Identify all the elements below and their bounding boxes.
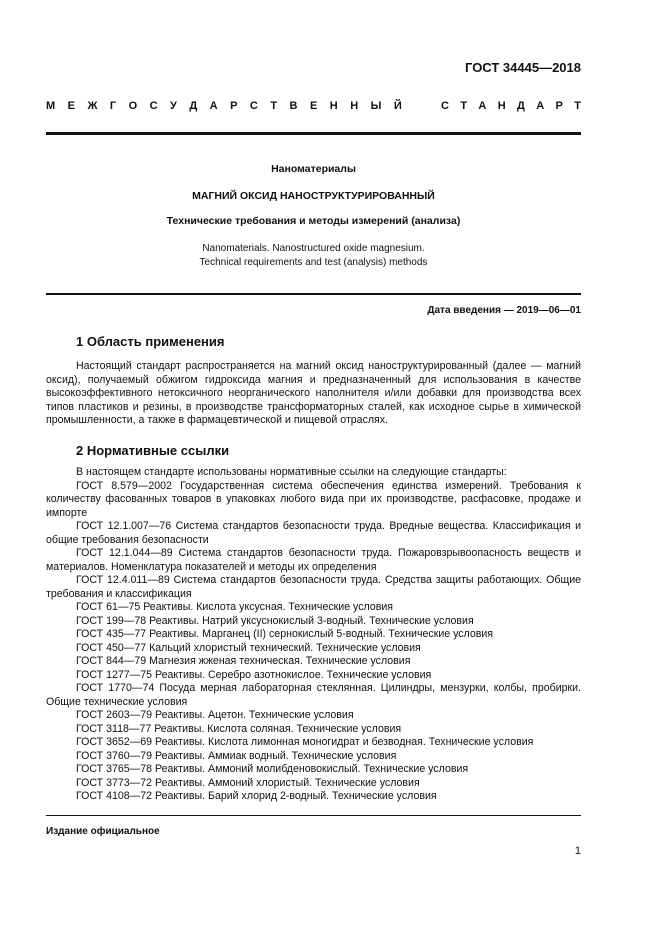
effective-date: Дата введения — 2019—06—01 bbox=[427, 305, 581, 316]
reference-item: ГОСТ 1277—75 Реактивы. Серебро азотнокислое. Технические условия bbox=[76, 668, 432, 681]
section-1-heading: 1 Область применения bbox=[76, 334, 225, 349]
topic-title: Наноматериалы bbox=[271, 163, 356, 175]
reference-item: ГОСТ 450—77 Кальций хлористый технический. Технические условия bbox=[76, 641, 421, 654]
main-title: МАГНИЙ ОКСИД НАНОСТРУКТУРИРОВАННЫЙ bbox=[192, 190, 435, 202]
reference-item: ГОСТ 61—75 Реактивы. Кислота уксусная. Технические условия bbox=[76, 601, 393, 613]
english-title-line-2: Technical requirements and test (analysis) methods bbox=[199, 257, 428, 268]
status-word-2: С Т А Н Д А Р Т bbox=[441, 100, 581, 112]
section-2-intro: В настоящем стандарте использованы нормативные ссылки на следующие стандарты: bbox=[76, 466, 507, 478]
reference-item: ГОСТ 4108—72 Реактивы. Барий хлорид 2-водный. Технические условия bbox=[76, 790, 437, 802]
reference-item: ГОСТ 3773—72 Реактивы. Аммоний хлористый. Технические условия bbox=[76, 776, 420, 789]
reference-item: ГОСТ 3760—79 Реактивы. Аммиак водный. Технические условия bbox=[76, 749, 397, 762]
reference-item: ГОСТ 12.1.044—89 Система стандартов безопасности труда. Пожаровзрывоопасность веществ и материалов. Номенклатура показателей и методы их определения bbox=[46, 547, 581, 573]
reference-item: ГОСТ 12.1.007—76 Система стандартов безопасности труда. Вредные вещества. Классификация и общие требования безопасности bbox=[46, 520, 581, 546]
section-2-body bbox=[46, 466, 581, 804]
section-1-paragraph: Настоящий стандарт распространяется на магний оксид наноструктурированный (далее — магний оксид), получаемый обжигом гидроксида магния и предназначенный для использования в качестве высокоэффективного нетоксичного неорганического наполнителя и/или добавки для производства всех типов пластиков и резины, в производстве трансформаторных сталей, как исходное сырье в химической промышленности, а также в фармацевтической и пищевой отраслях. bbox=[46, 360, 581, 426]
reference-item: ГОСТ 3765—78 Реактивы. Аммоний молибденовокислый. Технические условия bbox=[76, 763, 469, 775]
reference-item: ГОСТ 3118—77 Реактивы. Кислота соляная. Технические условия bbox=[76, 722, 402, 735]
subtitle: Технические требования и методы измерений (анализа) bbox=[166, 215, 461, 227]
reference-item: ГОСТ 2603—79 Реактивы. Ацетон. Технические условия bbox=[76, 709, 354, 721]
reference-item: ГОСТ 435—77 Реактивы. Марганец (II) сернокислый 5-водный. Технические условия bbox=[76, 628, 494, 640]
edition-note: Издание официальное bbox=[46, 826, 160, 837]
document-code: ГОСТ 34445—2018 bbox=[465, 60, 581, 75]
reference-item: ГОСТ 12.4.011—89 Система стандартов безопасности труда. Средства защиты работающих. Общие требования и классификация bbox=[46, 574, 581, 600]
header-rule bbox=[46, 132, 581, 135]
reference-item: ГОСТ 199—78 Реактивы. Натрий уксуснокислый 3-водный. Технические условия bbox=[76, 614, 474, 627]
title-rule bbox=[46, 293, 581, 295]
english-title-line-1: Nanomaterials. Nanostructured oxide magnesium. bbox=[202, 243, 425, 254]
reference-item: ГОСТ 3652—69 Реактивы. Кислота лимонная моногидрат и безводная. Технические условия bbox=[76, 736, 534, 748]
section-1-body bbox=[46, 360, 581, 428]
reference-item: ГОСТ 844—79 Магнезия жженая техническая. Технические условия bbox=[76, 655, 411, 667]
reference-item: ГОСТ 8.579—2002 Государственная система обеспечения единства измерений. Требования к количеству фасованных товаров в упаковках любого вида при их производстве, расфасовке, продаже и импорте bbox=[46, 479, 581, 519]
english-title bbox=[46, 242, 581, 270]
standard-status-line bbox=[46, 100, 581, 112]
footer-rule bbox=[46, 815, 581, 816]
reference-item: ГОСТ 1770—74 Посуда мерная лабораторная стеклянная. Цилиндры, мензурки, колбы, пробирки. Общие технические условия bbox=[46, 682, 581, 708]
page-number: 1 bbox=[574, 845, 581, 857]
status-word-1: М Е Ж Г О С У Д А Р С Т В Е Н Н Ы Й bbox=[46, 100, 402, 112]
section-2-heading: 2 Нормативные ссылки bbox=[76, 443, 230, 458]
